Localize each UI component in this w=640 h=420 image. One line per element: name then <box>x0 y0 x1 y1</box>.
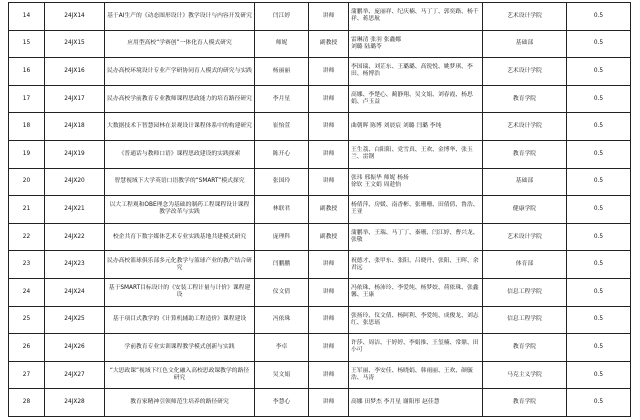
team-members-cell: 高娜 田梦杰 李月星 谢阳彤 赵佳慧 <box>349 389 483 417</box>
project-leader-cell: 闫鹏鹏 <box>255 251 309 279</box>
row-number-cell: 18 <box>9 113 45 141</box>
team-members-cell: 王军丽、李安佳、杨晓娟、韩雨丽、王欢、颜毓浩、马涛 <box>349 361 483 389</box>
team-members-cell: 蒲鹏举、庞丽祥、纪庆楠、马丁丁、郭奕路、杨千祥、蒋思航 <box>349 3 483 31</box>
row-number-cell: 16 <box>9 58 45 86</box>
project-table-sheet <box>8 2 630 417</box>
funding-cell: 0.5 <box>567 223 631 251</box>
funding-cell: 0.5 <box>567 251 631 279</box>
project-code-cell: 24JX23 <box>45 251 105 279</box>
leader-title-cell: 讲师 <box>309 334 349 362</box>
project-code-cell: 24JX21 <box>45 196 105 224</box>
project-title-cell: 校企共育下数字媒体艺术专业实践基地共建模式研究 <box>105 223 255 251</box>
project-title-cell: 民办高校篮球俱乐部多元化教学与篮球产业的教产结合研究 <box>105 251 255 279</box>
leader-title-cell: 讲师 <box>309 306 349 334</box>
project-code-cell: 24JX20 <box>45 168 105 196</box>
funding-cell: 0.5 <box>567 278 631 306</box>
team-members-cell: 张扬玲、仪文倩、杨阿利、李爱纯、成俊龙、刘志红、张思瑶 <box>349 306 483 334</box>
project-leader-cell: 崔怡萱 <box>255 113 309 141</box>
table-row <box>9 30 631 58</box>
row-number-cell: 21 <box>9 196 45 224</box>
leader-title-cell: 讲师 <box>309 85 349 113</box>
funding-cell: 0.5 <box>567 334 631 362</box>
table-row <box>9 3 631 31</box>
team-members-cell: 高娜、李楚心、蔺静翔、吴文娟、刘春霞、杨思娟、卢玉益 <box>349 85 483 113</box>
row-number-cell: 20 <box>9 168 45 196</box>
project-code-cell: 24JX16 <box>45 58 105 86</box>
leader-title-cell: 副教授 <box>309 30 349 58</box>
project-title-cell: 以大工程观和OBE理念为基础的制药工程课程设计课程教学改革与实践 <box>105 196 255 224</box>
department-cell: 艺术设计学院 <box>483 113 567 141</box>
project-leader-cell: 杨丽丽 <box>255 58 309 86</box>
funding-cell: 0.5 <box>567 85 631 113</box>
row-number-cell: 28 <box>9 389 45 417</box>
project-code-cell: 24JX24 <box>45 278 105 306</box>
project-title-cell: 智慧视域下大学英语口语教学的“SMART”模式探究 <box>105 168 255 196</box>
table-row <box>9 223 631 251</box>
project-leader-cell: 李月星 <box>255 85 309 113</box>
project-title-cell: 应用型高校“学赛创”一体化育人模式研究 <box>105 30 255 58</box>
team-members-cell: 杨倩萍、房媛、南香彬、张珊珊、田倩倩、鲁浩、王亚 <box>349 196 483 224</box>
funding-cell: 0.5 <box>567 30 631 58</box>
department-cell: 教育学院 <box>483 389 567 417</box>
table-row <box>9 389 631 417</box>
team-members-cell: 张玮 邢振华 师妮 杨扬 徐钦 王文娟 周趁怡 <box>349 168 483 196</box>
leader-title-cell: 讲师 <box>309 3 349 31</box>
funding-cell: 0.5 <box>567 3 631 31</box>
department-cell: 基础部 <box>483 168 567 196</box>
leader-title-cell: 讲师 <box>309 278 349 306</box>
team-members-cell: 蒲鹏举、王瑞、马丁丁、秦珊、闫江婷、曹兴龙、张敬 <box>349 223 483 251</box>
row-number-cell: 22 <box>9 223 45 251</box>
project-code-cell: 24JX14 <box>45 3 105 31</box>
department-cell: 艺术设计学院 <box>483 3 567 31</box>
project-leader-cell: 冯依珠 <box>255 306 309 334</box>
table-row <box>9 334 631 362</box>
team-members-cell: 王生荔、白阳阳、党雪真、王欢、金博华、张玉兰、雷钢 <box>349 140 483 168</box>
project-title-cell: 民办高校学前教育专业教师课程思政能力的培育路径研究 <box>105 85 255 113</box>
department-cell: 教育学院 <box>483 140 567 168</box>
department-cell: 教育学院 <box>483 334 567 362</box>
table-row <box>9 113 631 141</box>
leader-title-cell: 讲师 <box>309 389 349 417</box>
funding-cell: 0.5 <box>567 113 631 141</box>
table-row <box>9 306 631 334</box>
project-title-cell: 民办高校环境设计专业产学研协同育人模式的研究与实践 <box>105 58 255 86</box>
team-members-cell: 冯依珠、杨沛玲、李爱纯、杨梦姣、荷依珠、张鑫馨、王康 <box>349 278 483 306</box>
project-leader-cell: 吴文娟 <box>255 361 309 389</box>
leader-title-cell: 副教授 <box>309 196 349 224</box>
table-row <box>9 168 631 196</box>
row-number-cell: 23 <box>9 251 45 279</box>
funding-cell: 0.5 <box>567 58 631 86</box>
project-title-cell: 基于SMART目标设计的《安装工程计量与计价》课程建设 <box>105 278 255 306</box>
project-leader-cell: 仪文倩 <box>255 278 309 306</box>
project-code-cell: 24JX19 <box>45 140 105 168</box>
table-row <box>9 361 631 389</box>
project-title-cell: 教育家精神引领师范生培养的路径研究 <box>105 389 255 417</box>
project-leader-cell: 李卓 <box>255 334 309 362</box>
project-title-cell: 《普通话与教师口语》课程思政建设的实践探索 <box>105 140 255 168</box>
project-leader-cell: 师妮 <box>255 30 309 58</box>
leader-title-cell: 副教授 <box>309 223 349 251</box>
table-row <box>9 85 631 113</box>
leader-title-cell: 讲师 <box>309 140 349 168</box>
funding-cell: 0.5 <box>567 361 631 389</box>
team-members-cell: 李国瑞、刘芷东、王璐璐、高锐悦、姚梦琪、李田、杨博浩 <box>349 58 483 86</box>
table-row <box>9 58 631 86</box>
department-cell: 艺术设计学院 <box>483 223 567 251</box>
project-code-cell: 24JX27 <box>45 361 105 389</box>
project-code-cell: 24JX18 <box>45 113 105 141</box>
team-members-cell: 祝德才、张甲东、张阳、吕晓丹、张阳、王晖、余君远 <box>349 251 483 279</box>
project-title-cell: “大思政课”视域下红色文化融入高校思政课教学的路径研究 <box>105 361 255 389</box>
project-code-cell: 24JX25 <box>45 306 105 334</box>
project-code-cell: 24JX17 <box>45 85 105 113</box>
project-leader-cell: 林联君 <box>255 196 309 224</box>
department-cell: 基础部 <box>483 30 567 58</box>
department-cell: 艺术设计学院 <box>483 58 567 86</box>
department-cell: 体育部 <box>483 251 567 279</box>
department-cell: 健康学院 <box>483 196 567 224</box>
row-number-cell: 25 <box>9 306 45 334</box>
funding-cell: 0.5 <box>567 306 631 334</box>
table-body <box>9 3 631 417</box>
project-leader-cell: 陈开心 <box>255 140 309 168</box>
leader-title-cell: 讲师 <box>309 251 349 279</box>
row-number-cell: 14 <box>9 3 45 31</box>
project-title-cell: 基于项目式教学的《计算机辅助工程造价》课程建设 <box>105 306 255 334</box>
funding-cell: 0.5 <box>567 140 631 168</box>
project-leader-cell: 闫江婷 <box>255 3 309 31</box>
funding-cell: 0.5 <box>567 196 631 224</box>
leader-title-cell: 讲师 <box>309 113 349 141</box>
project-code-cell: 24JX28 <box>45 389 105 417</box>
project-leader-cell: 李慧心 <box>255 389 309 417</box>
project-code-cell: 24JX15 <box>45 30 105 58</box>
row-number-cell: 15 <box>9 30 45 58</box>
leader-title-cell: 讲师 <box>309 58 349 86</box>
project-title-cell: 基于AI生产的《动态图形设计》教学设计与内容开发研究 <box>105 3 255 31</box>
department-cell: 教育学院 <box>483 85 567 113</box>
funding-cell: 0.5 <box>567 389 631 417</box>
leader-title-cell: 讲师 <box>309 168 349 196</box>
department-cell: 马克主义学院 <box>483 361 567 389</box>
table-row <box>9 140 631 168</box>
team-members-cell: 雷琳清 张羽 张鑫娜 刘璐 陆璐苓 <box>349 30 483 58</box>
table-row <box>9 196 631 224</box>
project-title-cell: 大数据技术下智慧园林在景观设计课程体系中的构建研究 <box>105 113 255 141</box>
row-number-cell: 24 <box>9 278 45 306</box>
project-leader-cell: 庞理科 <box>255 223 309 251</box>
table-row <box>9 278 631 306</box>
row-number-cell: 19 <box>9 140 45 168</box>
project-code-cell: 24JX22 <box>45 223 105 251</box>
team-members-cell: 许莎、周洁、于婷婷、李娟推、王玺楠、常鼎、田小可 <box>349 334 483 362</box>
leader-title-cell: 讲师 <box>309 361 349 389</box>
project-table <box>8 2 631 417</box>
table-row <box>9 251 631 279</box>
row-number-cell: 26 <box>9 334 45 362</box>
row-number-cell: 27 <box>9 361 45 389</box>
department-cell: 信息工程学院 <box>483 306 567 334</box>
funding-cell: 0.5 <box>567 168 631 196</box>
project-code-cell: 24JX26 <box>45 334 105 362</box>
department-cell: 信息工程学院 <box>483 278 567 306</box>
team-members-cell: 曲朝晖 陈博 刘晨宸 刘璐 闫璐 李纯 <box>349 113 483 141</box>
row-number-cell: 17 <box>9 85 45 113</box>
project-leader-cell: 张国玲 <box>255 168 309 196</box>
project-title-cell: 学前教育专业实训课程教学模式创新与实践 <box>105 334 255 362</box>
